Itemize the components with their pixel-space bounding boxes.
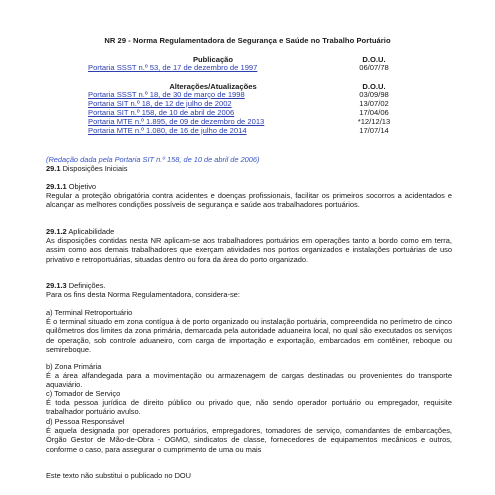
section-intro: Para os fins desta Norma Regulamentadora, considera-se: [46, 290, 240, 300]
dou-date: 06/07/78 [359, 63, 389, 72]
section-title: Disposições Iniciais [62, 164, 128, 173]
changes-header-dou: D.O.U. [362, 82, 386, 91]
section-29-1-3 [46, 281, 452, 299]
definition-item [46, 308, 452, 354]
portaria-link[interactable]: Portaria SIT n.º 158, de 10 de abril de 2006 [88, 107, 235, 117]
definition-item [46, 417, 452, 454]
definition-text: É o terminal situado em zona contígua à de porto organizado ou instalação portuária, compreendida no perímetro de cinco quilômetros dos limites da zona primária, demarcada pela autoridade aduaneira local, no qual são executados os serviços de operação, sob controle aduaneiro, com carga de importação e exportação, embarcados em contêiner, reboque ou semireboque. [46, 317, 452, 354]
publication-row [88, 64, 410, 73]
publication-header-label: Publicação [192, 55, 234, 64]
definition-item [46, 362, 452, 390]
dou-date: 17/07/14 [359, 125, 389, 135]
dou-date: 17/04/06 [359, 107, 389, 117]
redacao-note: (Redação dada pela Portaria SIT n.º 158, de 10 de abril de 2006) [46, 155, 260, 164]
section-text: Regular a proteção obrigatória contra acidentes e doenças profissionais, facilitar os primeiros socorros a acidentados e alcançar as melhores condições possíveis de segurança e saúde aos trabalhadores portuários. [46, 191, 452, 210]
changes-row [88, 127, 410, 136]
definition-text: É toda pessoa jurídica de direito público ou privado que, não sendo operador portuário ou empregador, requisite trabalhador portuário avulso. [46, 398, 452, 417]
publication-header-dou: D.O.U. [362, 55, 386, 64]
portaria-link[interactable]: Portaria SSST n.º 53, de 17 de dezembro de 1997 [88, 63, 258, 72]
changes-header-label: Alterações/Atualizações [169, 82, 257, 91]
portaria-link[interactable]: Portaria SSST n.º 18, de 30 de março de 1998 [88, 90, 245, 99]
section-text: As disposições contidas nesta NR aplicam-se aos trabalhadores portuários em operações tanto a bordo como em terra, assim como aos demais trabalhadores que exerçam atividades nos portos organizados e instalações portuárias de uso privativo e retroportuárias, situadas dentro ou fora da área do porto organizado. [46, 236, 452, 264]
dou-date: *12/12/13 [357, 116, 391, 126]
section-29-1-1 [46, 182, 452, 210]
definition-text: É a área alfandegada para a movimentação ou armazenagem de cargas destinadas ou provenientes do transporte aquaviário. [46, 371, 452, 390]
definition-label: a) Terminal Retroportuário [46, 308, 133, 317]
portaria-link[interactable]: Portaria MTE n.º 1.080, de 16 de julho de 2014 [88, 125, 247, 135]
definition-text: É aquela designada por operadores portuários, empregadores, tomadores de serviço, comandantes de embarcações, Órgão Gestor de Mão-de-Obra - OGMO, sindicatos de classe, fornecedores de equipamentos mecânicos e outros, conforme o caso, para assegurar o cumprimento de uma ou mais [46, 426, 452, 454]
portaria-link[interactable]: Portaria SIT n.º 18, de 12 de julho de 2002 [88, 98, 232, 108]
definition-label: b) Zona Primária [46, 362, 102, 371]
portaria-link[interactable]: Portaria MTE n.º 1.895, de 09 de dezembro de 2013 [88, 116, 265, 126]
section-number: 29.1.1 [46, 182, 67, 191]
section-number: 29.1.3 [46, 281, 67, 290]
section-title: Aplicabilidade [68, 227, 115, 236]
definition-label: c) Tomador de Serviço [46, 389, 121, 398]
changes-table [88, 82, 410, 135]
document-title: NR 29 - Norma Regulamentadora de Segurança e Saúde no Trabalho Portuário [104, 36, 391, 45]
section-title: Objetivo [68, 182, 97, 191]
section-title: Definições. [68, 281, 106, 290]
footer-disclaimer: Este texto não substitui o publicado no DOU [46, 471, 192, 480]
section-number: 29.1.2 [46, 227, 67, 236]
dou-date: 03/09/98 [359, 90, 389, 99]
section-number: 29.1 [46, 164, 61, 173]
dou-date: 13/07/02 [359, 98, 389, 108]
section-29-1 [46, 164, 452, 173]
publication-table [88, 55, 410, 73]
section-29-1-2 [46, 227, 452, 264]
definition-item [46, 389, 452, 417]
definition-label: d) Pessoa Responsável [46, 417, 125, 426]
